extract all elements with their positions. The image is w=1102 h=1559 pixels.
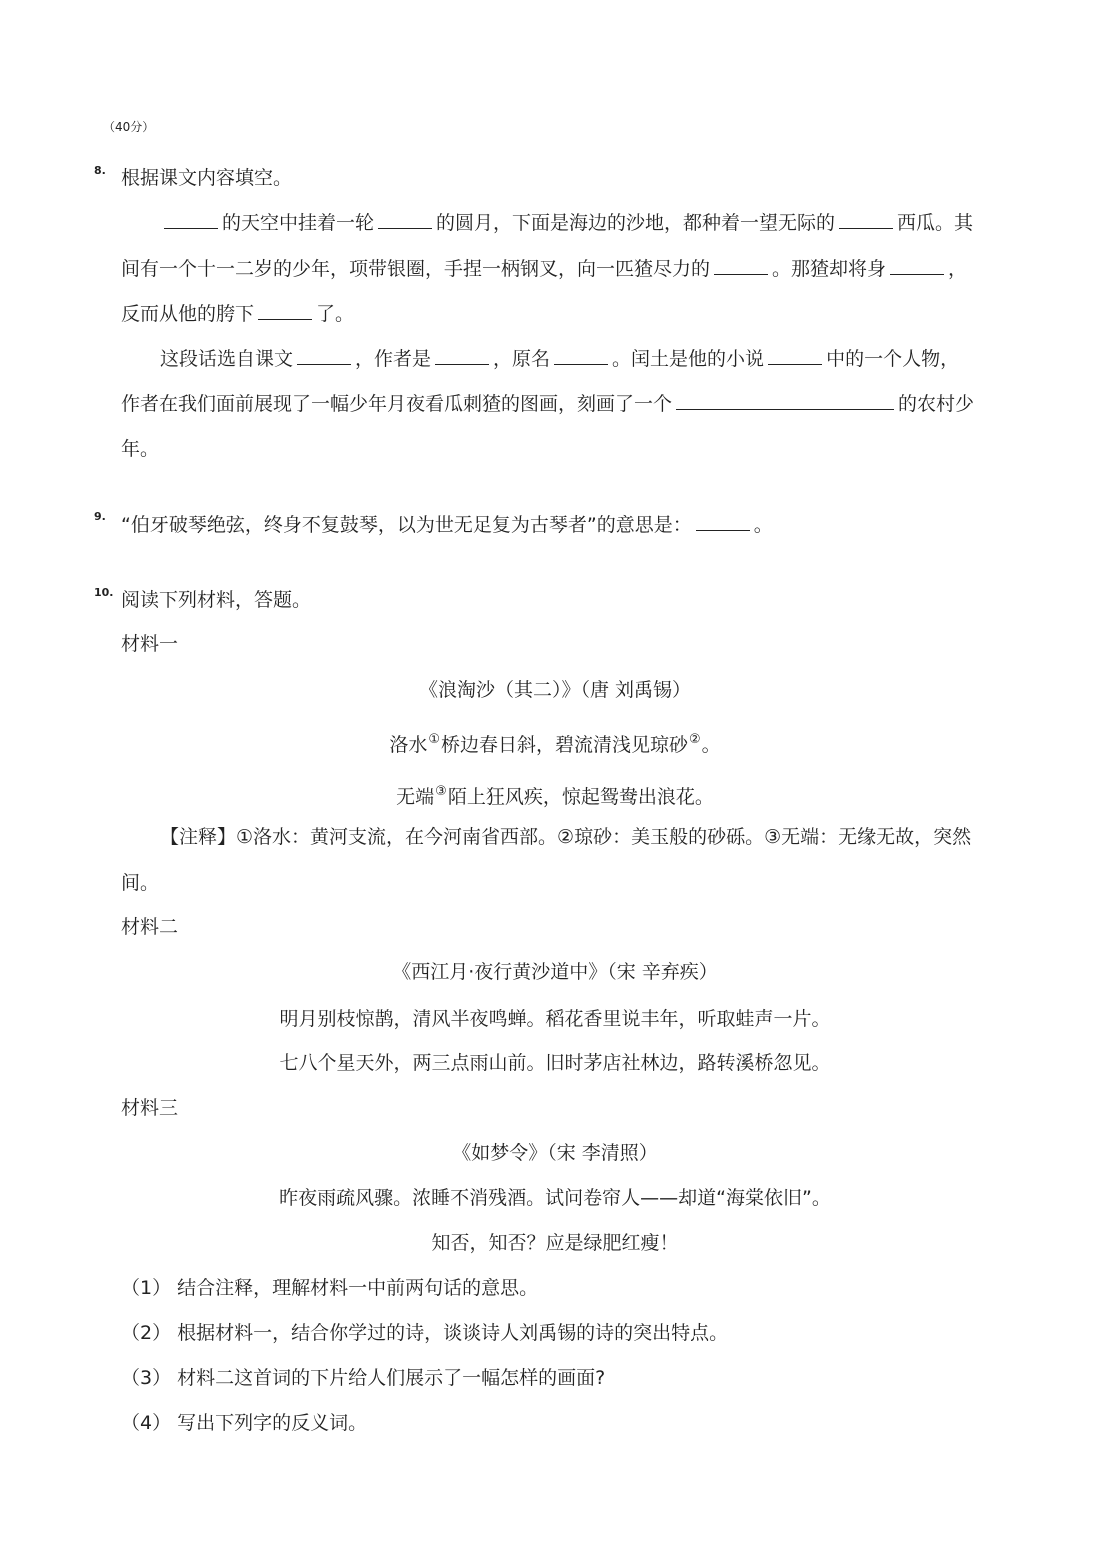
sub-question-4: （4） 写出下列字的反义词。 xyxy=(121,1412,368,1434)
fill-blank[interactable] xyxy=(164,210,218,229)
fill-blank[interactable] xyxy=(297,346,351,365)
material-2-label: 材料二 xyxy=(121,916,179,938)
material-2-verse-1: 明月别枝惊鹊，清风半夜鸣蝉。稻花香里说丰年，听取蛙声一片。 xyxy=(279,1008,831,1030)
fill-blank[interactable] xyxy=(258,301,312,320)
sub-question-2: （2） 根据材料一，结合你学过的诗，谈谈诗人刘禹锡的诗的突出特点。 xyxy=(121,1322,729,1344)
material-2-title: 《西江月·夜行黄沙道中》（宋 辛弃疾） xyxy=(392,961,718,983)
fill-blank[interactable] xyxy=(435,346,489,365)
question-10-number: 10. xyxy=(94,586,114,599)
q8-paragraph2-line3: 年。 xyxy=(121,438,160,460)
fill-blank[interactable] xyxy=(714,256,768,275)
question-9-text: “伯牙破琴绝弦，终身不复鼓琴，以为世无足复为古琴者”的意思是： 。 xyxy=(121,514,773,536)
material-3-verse-1: 昨夜雨疏风骤。浓睡不消残酒。试问卷帘人——却道“海棠依旧”。 xyxy=(279,1187,831,1209)
section-score: （40分） xyxy=(103,120,155,134)
material-1-note-line1: 【注释】①洛水：黄河支流，在今河南省西部。②琼砂：美玉般的砂砾。③无端：无缘无故，突然 xyxy=(160,826,972,848)
material-3-title: 《如梦令》（宋 李清照） xyxy=(452,1142,658,1164)
fill-blank[interactable] xyxy=(554,346,608,365)
fill-blank[interactable] xyxy=(768,346,822,365)
fill-blank[interactable] xyxy=(676,391,894,410)
q8-paragraph1-line2: 间有一个十一二岁的少年，项带银圈，手捏一柄钢叉，向一匹猹尽力的 。那猹却将身 ， xyxy=(121,258,968,280)
question-9-number: 9. xyxy=(94,510,106,523)
fill-blank[interactable] xyxy=(839,210,893,229)
material-2-verse-2: 七八个星天外，两三点雨山前。旧时茅店社林边，路转溪桥忽见。 xyxy=(279,1052,831,1074)
material-1-note-line2: 间。 xyxy=(121,872,160,894)
question-10-prompt: 阅读下列材料，答题。 xyxy=(121,589,312,611)
question-8-prompt: 根据课文内容填空。 xyxy=(121,167,293,189)
question-8-number: 8. xyxy=(94,164,106,177)
material-1-title: 《浪淘沙（其二）》（唐 刘禹锡） xyxy=(418,679,692,701)
fill-blank[interactable] xyxy=(378,210,432,229)
footnote-mark: ③ xyxy=(435,784,447,799)
q8-paragraph1-line1: 的天空中挂着一轮 的圆月，下面是海边的沙地，都种着一望无际的 西瓜。其 xyxy=(160,210,973,235)
material-1-verse-1: 洛水①桥边春日斜，碧流清浅见琼砂②。 xyxy=(389,732,721,756)
fill-blank[interactable] xyxy=(890,256,944,275)
footnote-mark: ② xyxy=(689,732,701,747)
material-1-label: 材料一 xyxy=(121,633,179,655)
q8-paragraph2-line2: 作者在我们面前展现了一幅少年月夜看瓜刺猹的图画，刻画了一个 的农村少 xyxy=(121,393,975,415)
fill-blank[interactable] xyxy=(696,512,750,531)
sub-question-1: （1） 结合注释，理解材料一中前两句话的意思。 xyxy=(121,1277,539,1299)
footnote-mark: ① xyxy=(428,732,440,747)
material-3-verse-2: 知否，知否？应是绿肥红瘦！ xyxy=(431,1232,679,1254)
q8-paragraph1-line3: 反而从他的胯下 了。 xyxy=(121,303,355,325)
sub-question-3: （3） 材料二这首词的下片给人们展示了一幅怎样的画面? xyxy=(121,1367,606,1389)
q8-paragraph2-line1: 这段话选自课文 ，作者是 ，原名 。闰土是他的小说 中的一个人物， xyxy=(160,348,960,370)
material-1-verse-2: 无端③陌上狂风疾，惊起鸳鸯出浪花。 xyxy=(396,784,714,808)
material-3-label: 材料三 xyxy=(121,1097,179,1119)
